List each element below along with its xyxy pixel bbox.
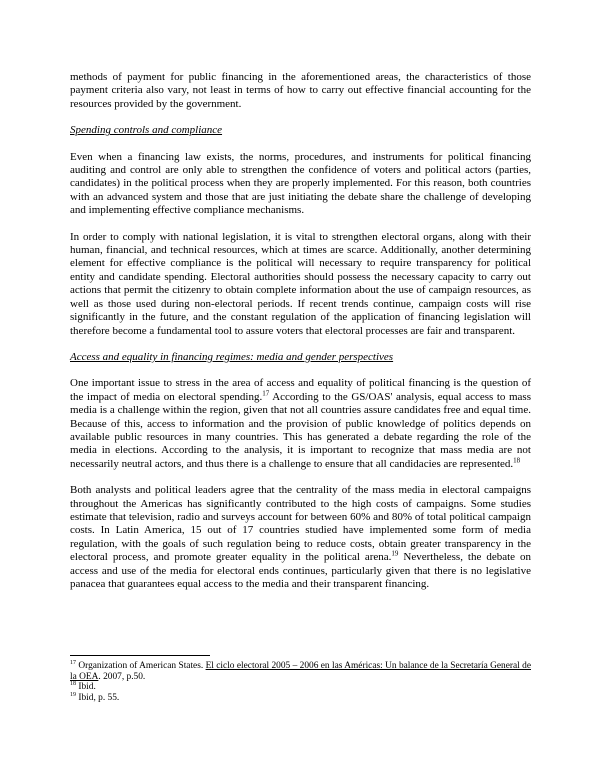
- footnote-source-title: El ciclo electoral 2005 – 2006 en las Américas: Un balance de la Secretaría General de la OEA: [70, 661, 531, 682]
- footnote-number: 19: [70, 691, 76, 698]
- paragraph-financing-law: Even when a financing law exists, the norms, procedures, and instruments for political financing auditing and control are only able to strengthen the confidence of voters and political actors (parties, candidates) in the political process when they are properly implemented. For this reason, both countries with an advanced system and those that are just initiating the debate share the challenge of developing and implementing effective compliance mechanisms.: [70, 150, 531, 217]
- media-impact-text-1: One important issue to stress in the area of access and equality of political financing is the question of the impact of media on electoral spending.: [70, 377, 531, 403]
- footnote-separator: [70, 655, 210, 656]
- footnote-text: Organization of American States.: [76, 661, 206, 671]
- footnote-ref-18[interactable]: 18: [513, 456, 521, 465]
- footnote-19: [70, 693, 531, 704]
- body-text: [70, 71, 531, 604]
- footnote-17: [70, 661, 531, 682]
- footnote-number: 17: [70, 659, 76, 666]
- media-impact-text-2: According to the GS/OAS' analysis, equal access to mass media is a challenge within the region, given that not all countries assure candidates free and equal time. Because of this, access to information and the provision of public knowledge of politics depends on available public resources in many countries. This has generated a debate regarding the role of the media in elections. According to the analysis, it is important to recognize that mass media are not necessarily neutral actors, and thus there is a challenge to ensure that all candidacies are represented.: [70, 390, 531, 470]
- footnote-text: . 2007, p.50.: [98, 671, 146, 682]
- mass-media-text-2: Nevertheless, the debate on access and use of the media for electoral ends continues, particularly given that there is no legislative panacea that guarantees equal access to the media and their transparent financing.: [70, 551, 531, 590]
- footnote-number: 18: [70, 681, 76, 688]
- footnote-text: Ibid.: [76, 682, 96, 693]
- footnote-ref-19[interactable]: 19: [391, 549, 399, 558]
- heading-spending-controls: Spending controls and compliance: [70, 124, 223, 137]
- paragraph-payment-methods: methods of payment for public financing in the aforementioned areas, the characteristics of those payment criteria also vary, not least in terms of how to carry out effective financial accounting for the resources provided by the government.: [70, 71, 531, 110]
- footnote-ref-17[interactable]: 17: [262, 389, 270, 398]
- paragraph-mass-media-centrality: [70, 484, 531, 591]
- paragraph-media-impact: [70, 377, 531, 471]
- paragraph-national-legislation: In order to comply with national legislation, it is vital to strengthen electoral organs, along with their human, financial, and technical resources, which at times are scarce. Additionally, another determining element for effective compliance is the political will necessary to require transparency for political entity and candidate spending. Electoral authorities should possess the necessary capacity to carry out actions that permit the citizenry to obtain complete information about the use of campaign resources, as well as those used during non-electoral periods. If recent trends continue, campaign costs will rise significantly in the future, and the constant regulation of the application of financing legislation will therefore become a fundamental tool to assure voters that electoral processes are fair and transparent.: [70, 230, 531, 337]
- footnote-18: [70, 682, 531, 693]
- mass-media-text-1: Both analysts and political leaders agree that the centrality of the mass media in electoral campaigns throughout the Americas has significantly contributed to the high costs of campaigns. Some studies estimate that television, radio and surveys account for between 60% and 80% of total political campaign costs. In Latin America, 15 out of 17 countries studied have implemented some form of media regulation, with the goals of such regulation being to reduce costs, obtain greater transparency in the electoral process, and promote greater equality in the political arena.: [70, 484, 531, 564]
- footnote-text: Ibid, p. 55.: [76, 692, 120, 703]
- footnotes-section: [70, 655, 531, 703]
- heading-access-equality: Access and equality in financing regimes: media and gender perspectives: [70, 350, 394, 363]
